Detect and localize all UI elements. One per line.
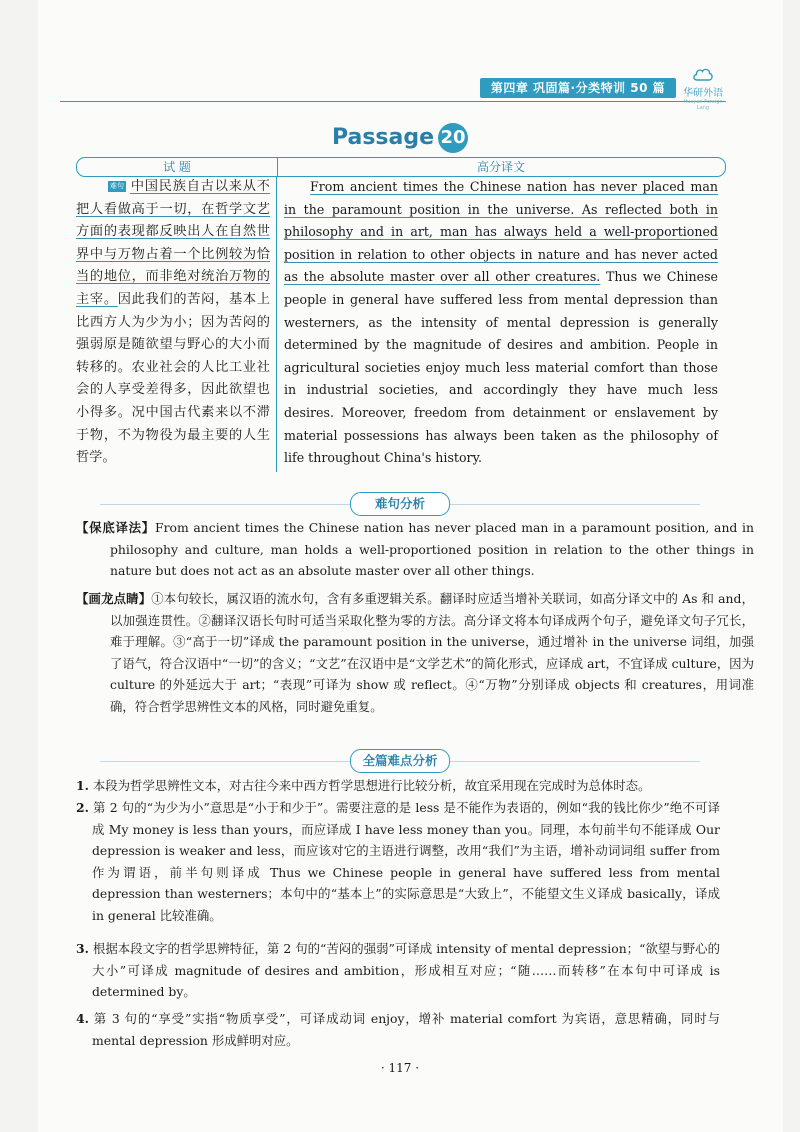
section-rule-left [100,504,350,505]
list-item-number: 1. [76,778,89,793]
list-item [76,1008,720,1051]
header-rule [60,101,726,102]
column-header-bar [76,157,726,177]
logo-subtext: Huayan Foreign Lang [683,99,723,111]
column-label-translation: 高分译文 [476,160,525,174]
basic-translation-label: 【保底译法】 [76,520,155,535]
difficult-sentence-tag: 难句 [110,182,124,190]
cloud-logo-icon [692,66,714,82]
section-rule-left-2 [100,761,350,762]
passage-title [300,120,500,156]
source-underlined: 中国民族自古以来从不把人看做高于一切，在哲学文艺方面的表现都反映出人在自然世界中与万物占着一个比例较为恰当的地位，而非绝对统治万物的主宰。 [76,179,270,307]
column-vertical-divider [276,176,277,472]
list-item [76,938,720,1003]
section-title-difficult-sentence: 难句分析 [350,492,450,516]
translation-underlined: From ancient times the Chinese nation has never placed man in the paramount position in the universe. As reflected both in philosophy and in art, man has always held a well-proportioned position in relation to other objects in nature and has never acted as the absolute master over all other creatures. [284,179,718,285]
key-notes-label: 【画龙点睛】 [76,591,152,606]
basic-translation-text: From ancient times the Chinese nation has never placed man in a paramount position, and in philosophy and culture, man holds a well-proportioned position in relation to the other things in nature but does not act as an absolute master over all other things. [110,520,755,579]
list-item-text: 第 3 句的“享受”实指“物质享受”，可译成动词 enjoy，增补 material comfort 为宾语，意思精确，同时与 mental depression 形成鲜明对应。 [92,1011,720,1048]
list-item-text: 第 2 句的“为少为小”意思是“小于和少于”。需要注意的是 less 是不能作为表语的，例如“我的钱比你少”绝不可译成 My money is less than yours，而应译成 I have less money than you。同理，本句前半句不能译成 Our depression is weaker and less，而应该对它的主语进行调整，改用“我们”为主语，增补动词词组 suffer from 作为谓语，前半句则译成 Thus we Chinese people in general have suffered less from mental depression than westerners；本句中的“基本上”的实际意思是“大致上”，不能望文生义译成 basically，译成 in general 比较准确。 [92,800,720,923]
list-item-number: 4. [76,1011,89,1026]
translation-text [284,176,718,470]
basic-translation [76,517,754,582]
passage-word: Passage [331,125,435,150]
key-notes-text: ①本句较长，属汉语的流水句，含有多重逻辑关系。翻译时应适当增补关联词，如高分译文中的 As 和 and，以加强连贯性。②翻译汉语长句时可适当采取化整为零的方法。高分译文将本句译成两个句子，避免译文句子冗长，难于理解。③“高于一切”译成 the paramount position in the universe，通过增补 in the universe 词组，加强了语气，符合汉语中“一切”的含义；“文艺”在汉语中是“文学艺术”的简化形式，应译成 art，不宜译成 culture，因为 culture 的外延远大于 art；“表现”可译为 show 或 reflect。④“万物”分别译成 objects 和 creatures，用词准确，符合哲学思辨性文本的风格，同时避免重复。 [110,591,755,714]
list-item [76,797,720,927]
passage-number-badge: 20 [438,123,468,153]
section-rule-right-2 [450,761,700,762]
list-item-text: 本段为哲学思辨性文本，对古往今来中西方哲学思想进行比较分析，故宜采用现在完成时为总体时态。 [92,778,651,793]
page-number: · 117 · [380,1061,420,1075]
key-notes [76,588,754,718]
translation-rest: Thus we Chinese people in general have suffered less from mental depression than westerners, as the intensity of mental depression is generally determined by the magnitude of desires and ambition. People in agricultural societies enjoy much less material comfort than those in industrial societies, and accordingly they have much less desires. Moreover, freedom from detainment or enslavement by material possessions has always been taken as the philosophy of life throughout China's history. [284,269,718,466]
section-title-full-analysis: 全篇难点分析 [350,749,450,773]
list-item-number: 2. [76,800,89,815]
logo-text: 华研外语 [683,88,723,99]
source-text [76,176,270,470]
list-item-text: 根据本段文字的哲学思辨特征，第 2 句的“苦闷的强弱”可译成 intensity of mental depression；“欲望与野心的大小”可译成 magnitude of desires and ambition，形成相互对应；“随……而转移”在本句中可译成 is determined by。 [92,941,720,1000]
section-rule-right [450,504,700,505]
source-rest: 因此我们的苦闷，基本上比西方人为少为小；因为苦闷的强弱原是随欲望与野心的大小而转移的。农业社会的人比工业社会的人享受差得多，因此欲望也小得多。况中国古代素来以不滞于物，不为物役为最主要的人生哲学。 [76,291,271,466]
chapter-header: 第四章 巩固篇·分类特训 50 篇 [480,78,676,98]
list-item-number: 3. [76,941,89,956]
column-label-question: 试 题 [163,160,191,174]
publisher-logo [680,66,726,111]
list-item [76,775,720,797]
